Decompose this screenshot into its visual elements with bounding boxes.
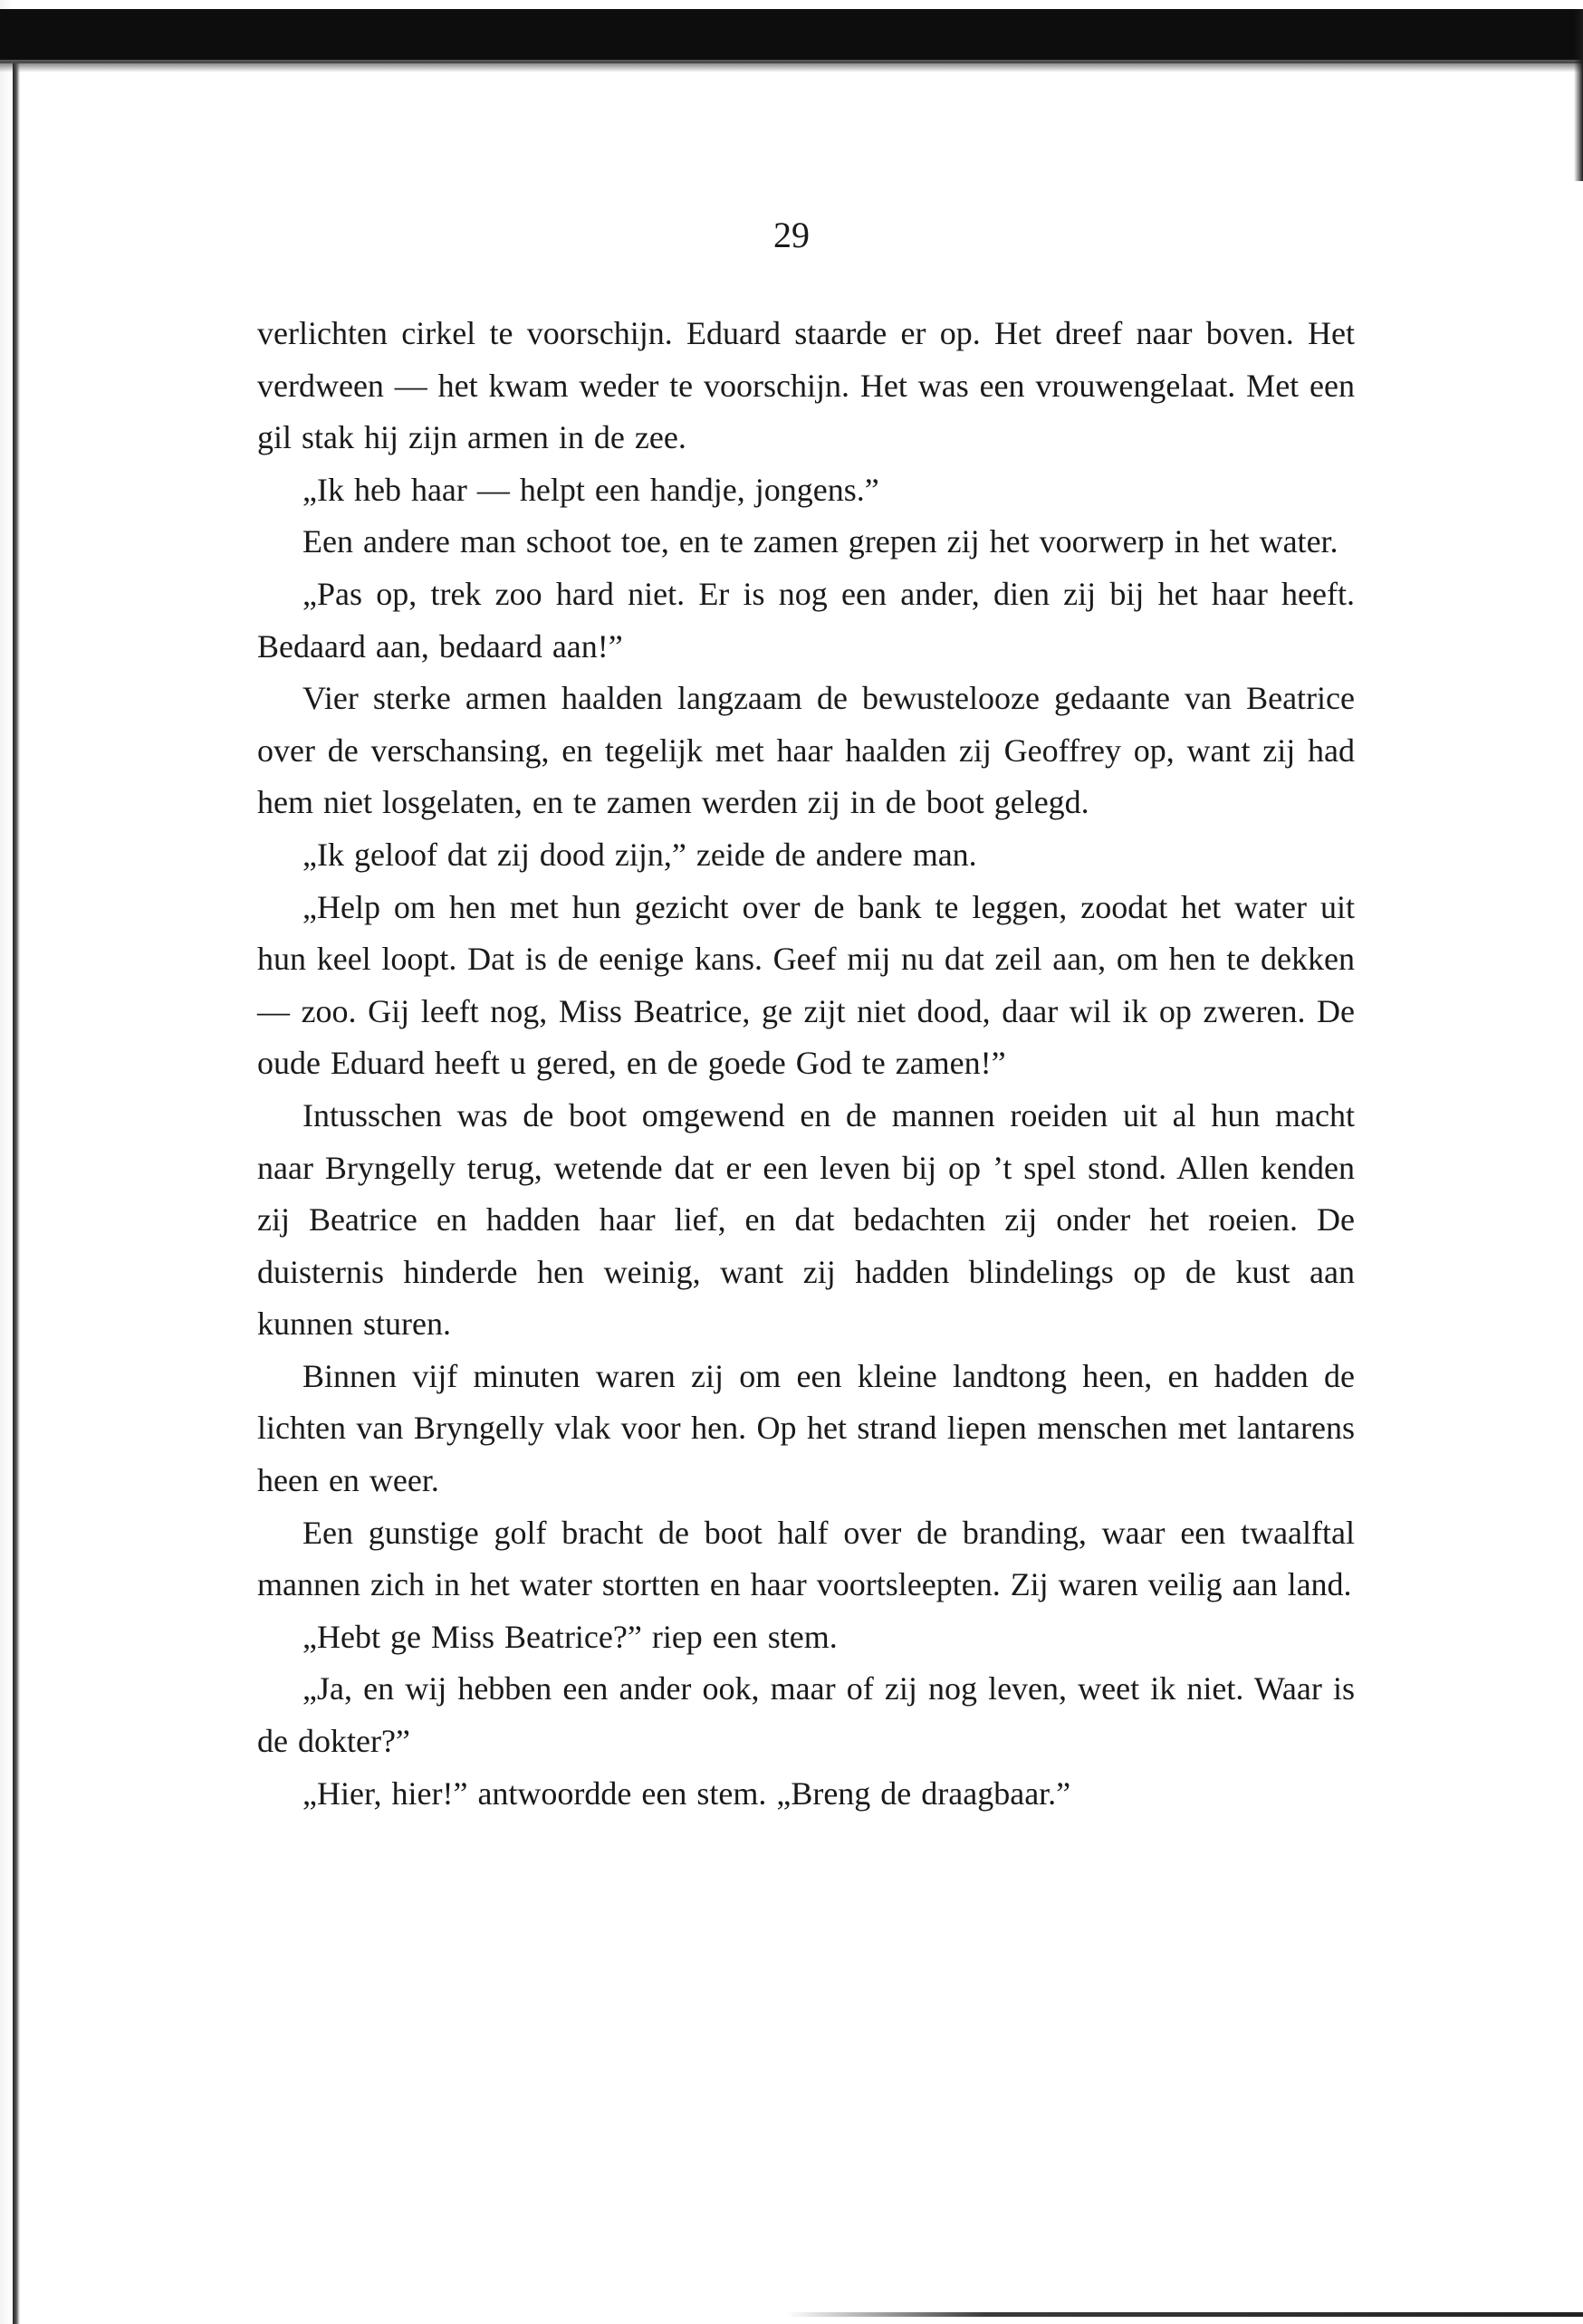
paragraph: Een gunstige golf bracht de boot half over de branding, waar een twaalftal mannen zich in het water stortten en haar voortsleepten. Zij waren veilig aan land. [257,1514,1355,1603]
paragraph: „Hier, hier!” antwoordde een stem. „Breng de draagbaar.” [302,1774,1071,1812]
paragraph: verlichten cirkel te voorschijn. Eduard staarde er op. Het dreef naar boven. Het verdween — het kwam weder te voorschijn. Het was een vrouwengelaat. Met een gil stak hij zijn armen in de zee. [257,315,1355,456]
scan-left-margin [0,0,13,2324]
scan-left-border [13,63,20,2324]
scan-right-border [1574,9,1583,181]
scan-bottom-border [786,2312,1583,2317]
paragraph: Binnen vijf minuten waren zij om een kleine landtong heen, en hadden de lichten van Bryngelly vlak voor hen. Op het strand liepen menschen met lantarens heen en weer. [257,1357,1355,1499]
paragraph: „Pas op, trek zoo hard niet. Er is nog een ander, dien zij bij het haar heeft. Bedaard aan, bedaard aan!” [257,575,1355,665]
paragraph: „Ik heb haar — helpt een handje, jongens.” [302,471,879,508]
paragraph: Een andere man schoot toe, en te zamen grepen zij het voorwerp in het water. [302,523,1338,560]
paragraph: „Ja, en wij hebben een ander ook, maar of zij nog leven, weet ik niet. Waar is de dokter?” [257,1670,1355,1760]
paragraph: „Hebt ge Miss Beatrice?” riep een stem. [302,1618,838,1655]
paragraph: „Ik geloof dat zij dood zijn,” zeide de andere man. [302,836,977,873]
body-text [257,308,1355,1820]
page-number: 29 [773,215,810,255]
scan-top-border-shadow [0,60,1583,72]
paragraph: Vier sterke armen haalden langzaam de bewustelooze gedaante van Beatrice over de verschansing, en tegelijk met haar haalden zij Geoffrey op, want zij had hem niet losgelaten, en te zamen werden zij in de boot gelegd. [257,680,1355,821]
scan-top-border [0,9,1583,63]
paragraph: „Help om hen met hun gezicht over de bank te leggen, zoodat het water uit hun keel loopt. Dat is de eenige kans. Geef mij nu dat zeil aan, om hen te dekken — zoo. Gij leeft nog, Miss Beatrice, ge zijt niet dood, daar wil ik op zweren. De oude Eduard heeft u gered, en de goede God te zamen!” [257,888,1355,1082]
paragraph: Intusschen was de boot omgewend en de mannen roeiden uit al hun macht naar Bryngelly terug, wetende dat er een leven bij op ’t spel stond. Allen kenden zij Beatrice en hadden haar lief, en dat bedachten zij onder het roeien. De duisternis hinderde hen weinig, want zij hadden blindelings op de kust aan kunnen sturen. [257,1096,1355,1343]
